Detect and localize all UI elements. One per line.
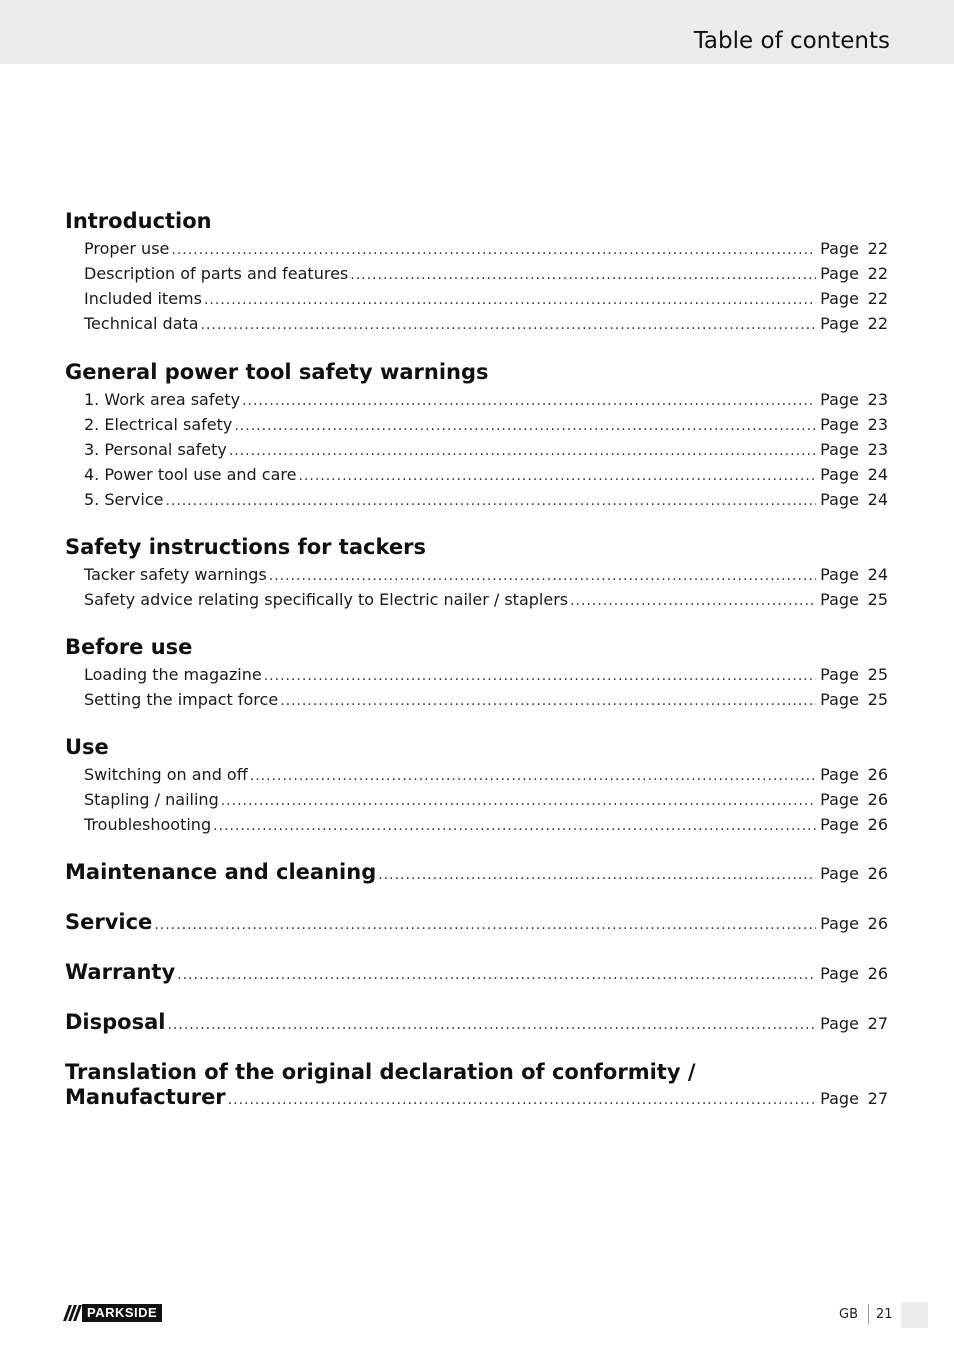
- toc-entry-label: Included items: [84, 289, 202, 308]
- leader-dots: [234, 418, 816, 434]
- footer-tab-marker: [901, 1302, 928, 1328]
- declaration-heading-line1: Translation of the original declaration of conformity /: [65, 1060, 696, 1084]
- toc-entry-page: Page 26: [820, 864, 888, 883]
- toc-entry[interactable]: [84, 690, 888, 709]
- toc-entry[interactable]: [84, 765, 888, 784]
- leader-dots: [269, 568, 816, 584]
- toc-entry-page: Page 22: [820, 264, 888, 283]
- leader-dots: [228, 1092, 816, 1108]
- toc-main-entry[interactable]: [65, 1085, 888, 1109]
- toc-entry[interactable]: [84, 239, 888, 258]
- toc-entry-page: Page 25: [820, 590, 888, 609]
- toc-entry-label: Proper use: [84, 239, 170, 258]
- parkside-logo: [66, 1304, 178, 1322]
- leader-dots: [221, 793, 816, 809]
- toc-entry[interactable]: [84, 390, 888, 409]
- toc-entry-page: Page 23: [820, 415, 888, 434]
- section-heading-before-use: Before use: [65, 635, 193, 659]
- page-title: Table of contents: [693, 28, 890, 54]
- toc-main-entry-label: Warranty: [65, 960, 176, 984]
- toc-entry-label: Troubleshooting: [84, 815, 212, 834]
- toc-entry-label: Setting the impact force: [84, 690, 279, 709]
- toc-entry-page: Page 27: [820, 1014, 888, 1033]
- leader-dots: [280, 693, 816, 709]
- leader-dots: [167, 1017, 816, 1033]
- toc-entry[interactable]: [84, 314, 888, 333]
- leader-dots: [250, 768, 816, 784]
- logo-text: PARKSIDE: [82, 1304, 162, 1322]
- language-code: GB: [839, 1307, 858, 1322]
- leader-dots: [570, 593, 816, 609]
- toc-entry-page: Page 24: [820, 565, 888, 584]
- toc-entry[interactable]: [84, 465, 888, 484]
- toc-entry[interactable]: [84, 415, 888, 434]
- toc-entry-label: Switching on and off: [84, 765, 248, 784]
- toc-main-entry[interactable]: [65, 910, 888, 934]
- toc-entry-label: 4. Power tool use and care: [84, 465, 297, 484]
- section-heading-general-safety: General power tool safety warnings: [65, 360, 489, 384]
- toc-entry-page: Page 22: [820, 289, 888, 308]
- toc-entry-label: Stapling / nailing: [84, 790, 219, 809]
- toc-entry-page: Page 22: [820, 314, 888, 333]
- leader-dots: [171, 242, 816, 258]
- toc-main-entry-label: Maintenance and cleaning: [65, 860, 377, 884]
- toc-entry-page: Page 23: [820, 390, 888, 409]
- toc-entry[interactable]: [84, 264, 888, 283]
- leader-dots: [298, 468, 816, 484]
- toc-entry[interactable]: [84, 665, 888, 684]
- leader-dots: [201, 317, 816, 333]
- section-heading-introduction: Introduction: [65, 209, 212, 233]
- toc-main-entry-label: Disposal: [65, 1010, 166, 1034]
- toc-entry-page: Page 26: [820, 914, 888, 933]
- toc-entry-page: Page 24: [820, 490, 888, 509]
- logo-stripes: [66, 1305, 79, 1321]
- toc-entry[interactable]: [84, 289, 888, 308]
- leader-dots: [242, 393, 816, 409]
- leader-dots: [350, 267, 816, 283]
- toc-entry-page: Page 25: [820, 665, 888, 684]
- leader-dots: [154, 917, 816, 933]
- declaration-heading-line2: Manufacturer: [65, 1085, 226, 1109]
- footer-divider: [868, 1304, 869, 1324]
- leader-dots: [165, 493, 816, 509]
- section-heading-use: Use: [65, 735, 109, 759]
- toc-entry-page: Page 26: [820, 815, 888, 834]
- section-heading-tacker-safety: Safety instructions for tackers: [65, 535, 426, 559]
- leader-dots: [177, 967, 816, 983]
- toc-entry-label: Safety advice relating specifically to Electric nailer / staplers: [84, 590, 569, 609]
- toc-entry-page: Page 25: [820, 690, 888, 709]
- toc-entry[interactable]: [84, 590, 888, 609]
- toc-entry-label: 1. Work area safety: [84, 390, 241, 409]
- toc-entry-page: Page 26: [820, 765, 888, 784]
- toc-entry-label: 2. Electrical safety: [84, 415, 233, 434]
- toc-entry-page: Page 23: [820, 440, 888, 459]
- leader-dots: [213, 818, 816, 834]
- toc-entry[interactable]: [84, 565, 888, 584]
- toc-entry-page: Page 26: [820, 964, 888, 983]
- toc-entry-page: Page 26: [820, 790, 888, 809]
- toc-entry-label: Tacker safety warnings: [84, 565, 267, 584]
- leader-dots: [229, 443, 816, 459]
- leader-dots: [264, 668, 816, 684]
- toc-entry-label: Description of parts and features: [84, 264, 349, 283]
- toc-entry-page: Page 24: [820, 465, 888, 484]
- toc-main-entry-label: Service: [65, 910, 153, 934]
- page-number: 21: [876, 1307, 893, 1322]
- toc-entry-label: Loading the magazine: [84, 665, 262, 684]
- toc-entry-label: 3. Personal safety: [84, 440, 227, 459]
- toc-entry[interactable]: [84, 490, 888, 509]
- toc-main-entry[interactable]: [65, 960, 888, 984]
- toc-entry-page: Page 27: [820, 1089, 888, 1108]
- toc-entry-page: Page 22: [820, 239, 888, 258]
- toc-main-entry[interactable]: [65, 860, 888, 884]
- toc-entry[interactable]: [84, 815, 888, 834]
- toc-entry[interactable]: [84, 440, 888, 459]
- toc-entry[interactable]: [84, 790, 888, 809]
- leader-dots: [204, 292, 816, 308]
- toc-main-entry[interactable]: [65, 1010, 888, 1034]
- toc-entry-label: 5. Service: [84, 490, 164, 509]
- leader-dots: [378, 867, 816, 883]
- toc-entry-label: Technical data: [84, 314, 199, 333]
